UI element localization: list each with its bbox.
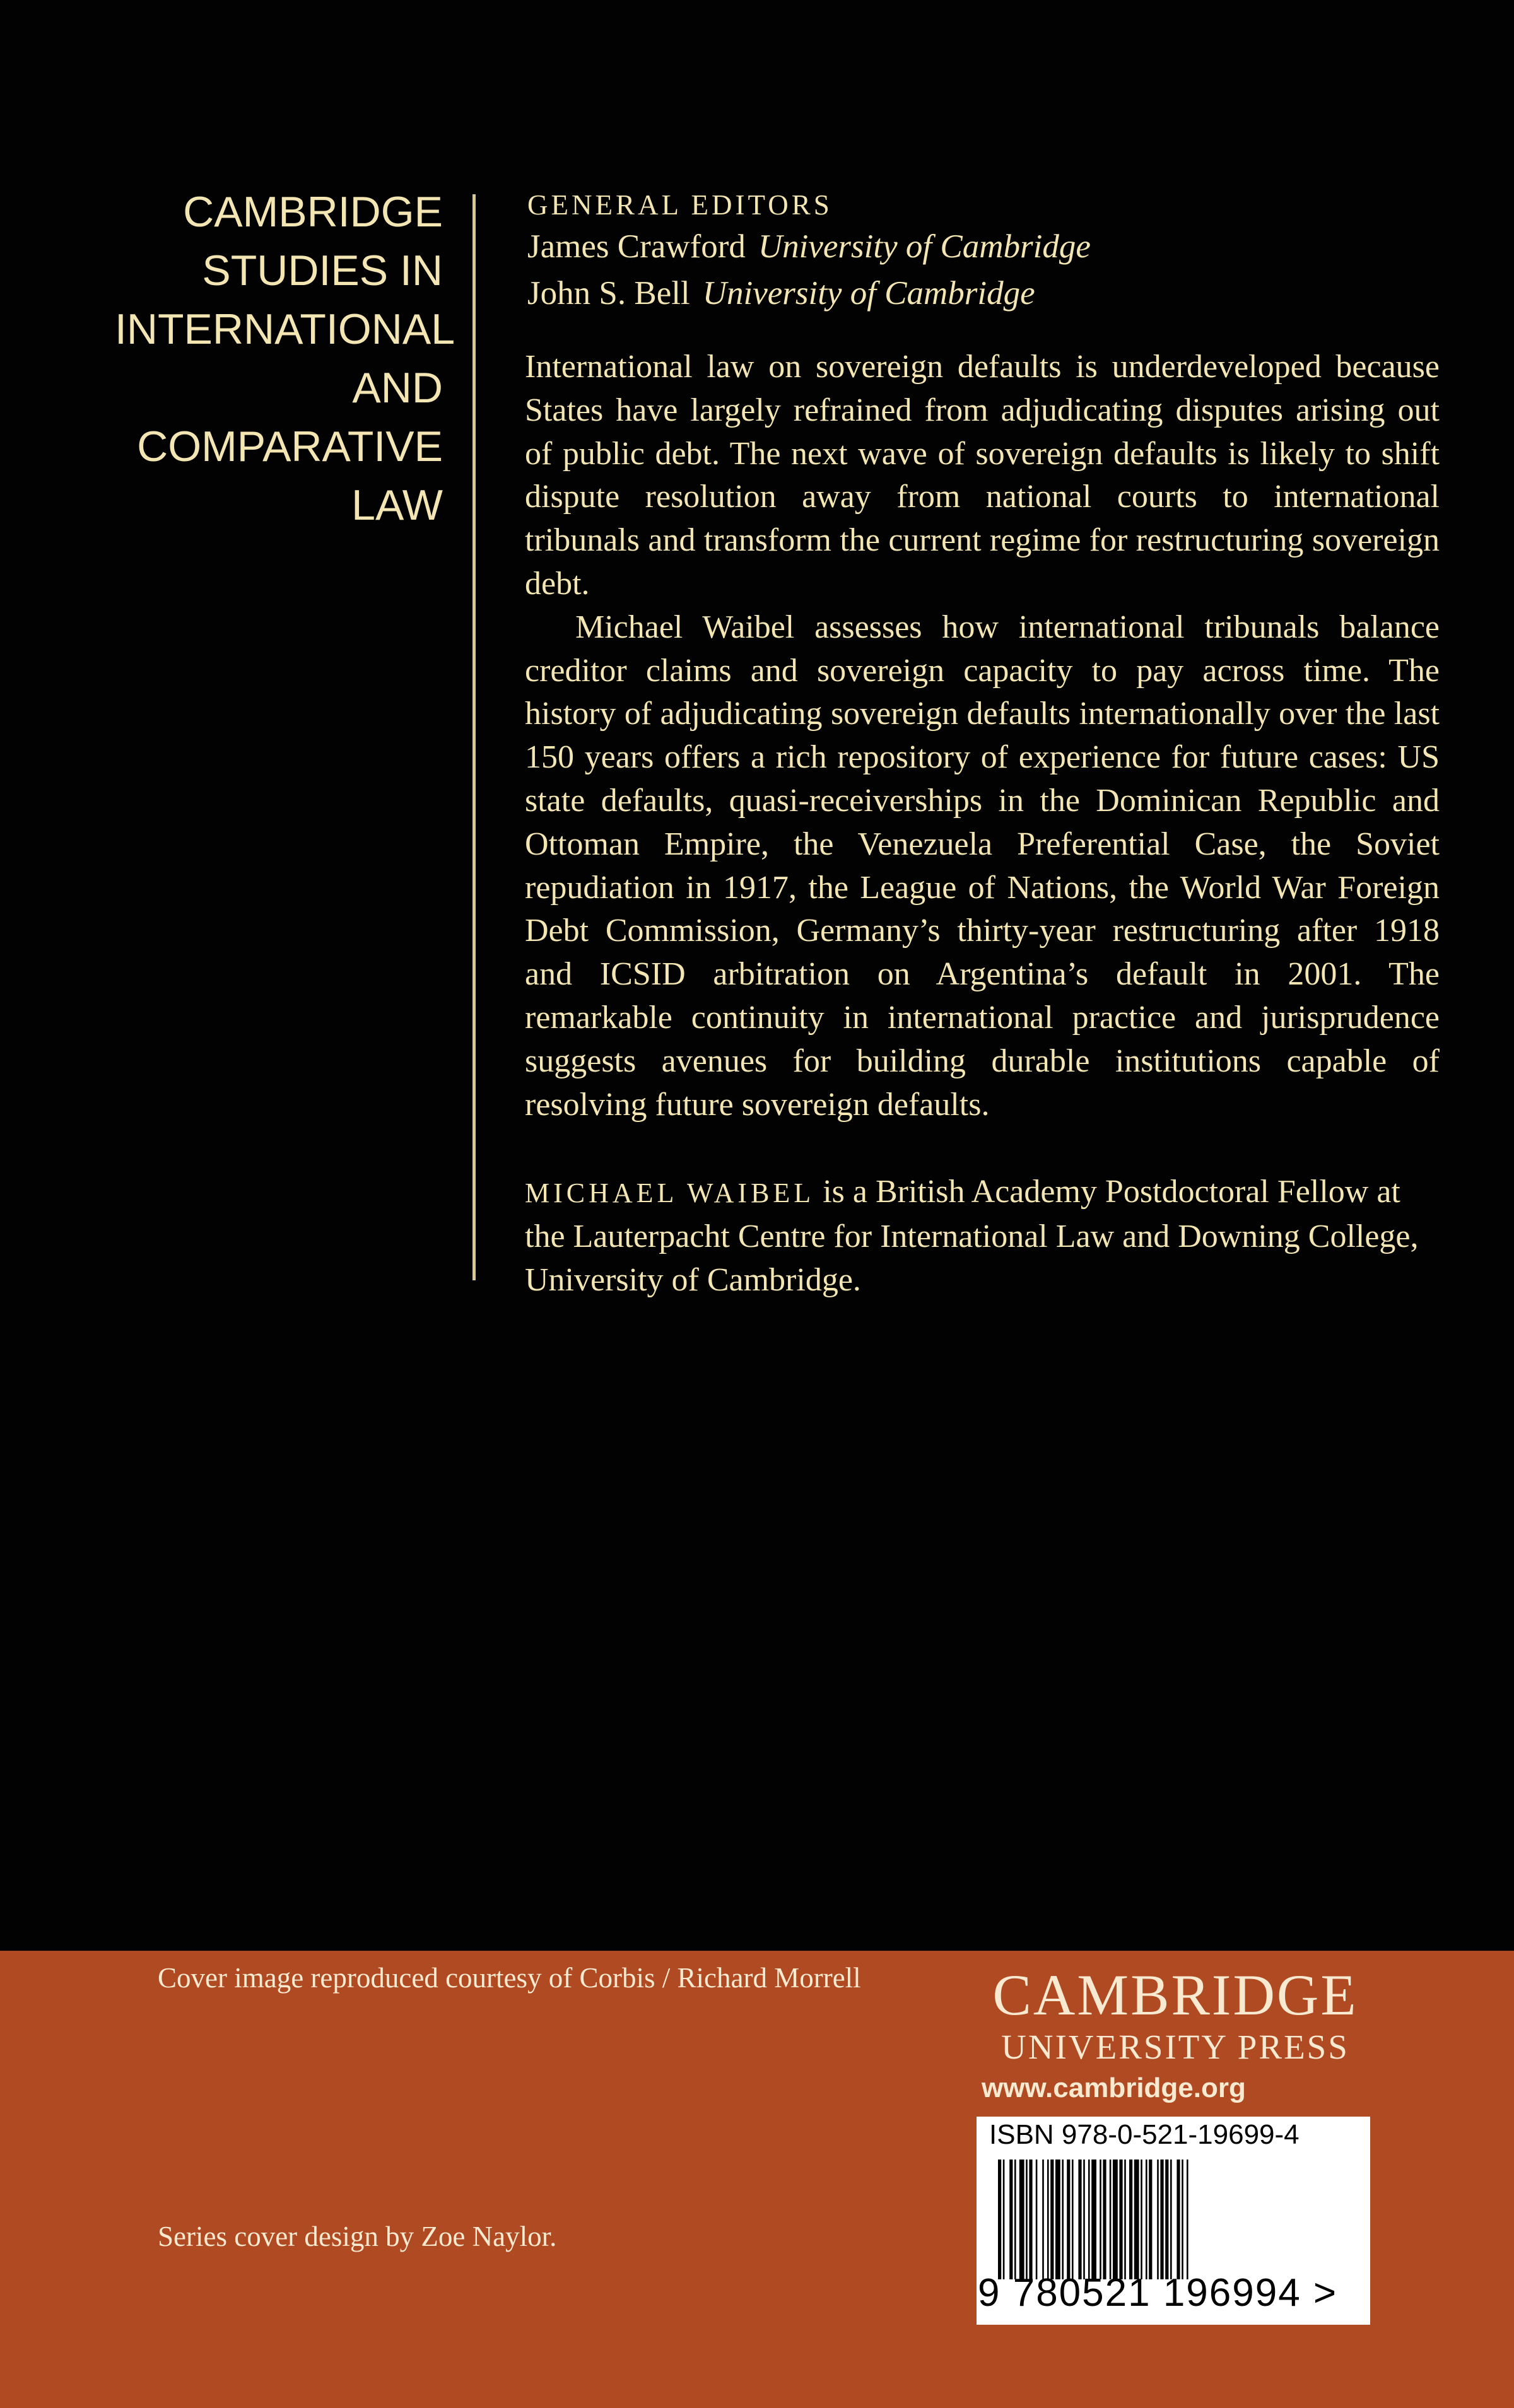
description-paragraph: Michael Waibel assesses how international tribunals balance creditor claims and sovereign capacity to pay across time. The history of adjudicating sovereign defaults internationally over the last 150 years offers a rich repository of experience for future cases: US state defaults, quasi-receiverships in the Dominican Republic and Ottoman Empire, the Venezuela Preferential Case, the Soviet repudiation in 1917, the League of Nations, the World War Foreign Debt Commission, Germany’s thirty-year restructuring after 1918 and ICSID arbitration on Argentina’s default in 2001. The remarkable continuity in international practice and jurisprudence suggests avenues for building durable institutions capable of resolving future sovereign defaults. xyxy=(525,609,1440,1123)
editor-name: John S. Bell xyxy=(527,275,690,312)
author-bio-text: is a British Academy Postdoctoral Fellow at the Lauterpacht Centre for International Law and Downing College, University of Cambridge. xyxy=(525,1174,1419,1298)
editor-affiliation: University of Cambridge xyxy=(758,228,1091,265)
series-title-line: STUDIES IN xyxy=(202,247,443,295)
publisher-url: www.cambridge.org xyxy=(982,2072,1246,2103)
cover-image-credit: Cover image reproduced courtesy of Corbis / Richard Morrell xyxy=(158,1962,861,1994)
general-editors xyxy=(527,187,1091,317)
publisher-logo xyxy=(977,1963,1374,2109)
series-title-line: COMPARATIVE xyxy=(137,423,443,470)
book-description xyxy=(525,346,1440,1126)
publisher-name: CAMBRIDGE xyxy=(992,1963,1358,2027)
series-title-line: AND xyxy=(352,364,443,412)
barcode-icon xyxy=(998,2160,1351,2279)
editor-entry xyxy=(527,270,1091,317)
series-title-line: CAMBRIDGE xyxy=(183,188,443,236)
editor-entry xyxy=(527,223,1091,270)
editor-name: James Crawford xyxy=(527,228,746,265)
isbn-label: ISBN 978-0-521-19699-4 xyxy=(989,2119,1300,2150)
series-title-line: INTERNATIONAL xyxy=(115,305,455,353)
editors-heading: GENERAL EDITORS xyxy=(527,189,833,221)
series-design-credit: Series cover design by Zoe Naylor. xyxy=(158,2221,557,2252)
description-paragraph: International law on sovereign defaults is underdeveloped because States have largely refrained from adjudicating disputes arising out of public debt. The next wave of sovereign defaults is likely to shift dispute resolution away from national courts to international tribunals and transform the current regime for restructuring sovereign debt. xyxy=(525,349,1440,602)
vertical-divider xyxy=(472,194,476,1280)
barcode-digits: 9 780521 196994 > xyxy=(978,2271,1338,2315)
author-bio xyxy=(525,1170,1440,1302)
series-title-line: LAW xyxy=(351,481,443,529)
editor-affiliation: University of Cambridge xyxy=(702,275,1035,312)
series-title xyxy=(115,183,455,535)
publisher-subname: UNIVERSITY PRESS xyxy=(1001,2028,1349,2066)
isbn-barcode-box xyxy=(977,2117,1370,2325)
author-name: MICHAEL WAIBEL xyxy=(525,1178,815,1208)
